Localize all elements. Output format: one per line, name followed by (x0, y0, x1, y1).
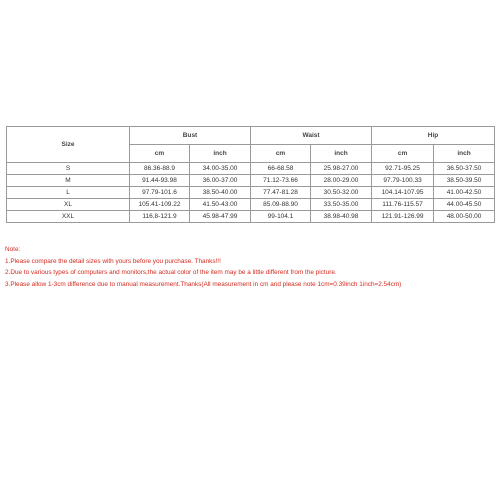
unit-header: inch (434, 145, 495, 163)
table-row (7, 211, 495, 223)
table-cell: 41.00-42.50 (434, 187, 495, 199)
table-cell: 71.12-73.66 (251, 175, 311, 187)
table-cell: 34.00-35.00 (190, 163, 251, 175)
bust-header: Bust (130, 127, 251, 145)
table-cell: 105.41-109.22 (130, 199, 190, 211)
table-row (7, 187, 495, 199)
table-cell: 45.98-47.99 (190, 211, 251, 223)
table-cell: 111.76-115.57 (372, 199, 434, 211)
table-cell: 33.50-35.00 (311, 199, 372, 211)
unit-header: cm (130, 145, 190, 163)
table-cell: 104.14-107.95 (372, 187, 434, 199)
table-cell: 99-104.1 (251, 211, 311, 223)
note-line: 3.Please allow 1-3cm difference due to manual measurement.Thanks(All measurement in cm and please note 1cm=0.39inch 1inch=2.54cm) (5, 280, 402, 288)
size-cell: XL (7, 199, 130, 211)
table-cell: 44.00-45.50 (434, 199, 495, 211)
table-row (7, 163, 495, 175)
note-line: 1.Please compare the detail sizes with yours before you purchase. Thanks!!! (5, 257, 221, 265)
table-row (7, 199, 495, 211)
hip-header: Hip (372, 127, 495, 145)
table-cell: 66-68.58 (251, 163, 311, 175)
table-cell: 41.50-43.00 (190, 199, 251, 211)
table-cell: 48.00-50.00 (434, 211, 495, 223)
notes-heading: Note: (5, 246, 21, 253)
table-cell: 25.98-27.00 (311, 163, 372, 175)
table-cell: 36.50-37.50 (434, 163, 495, 175)
size-cell: S (7, 163, 130, 175)
table-cell: 97.79-100.33 (372, 175, 434, 187)
unit-header: cm (251, 145, 311, 163)
size-cell: L (7, 187, 130, 199)
table-header-row-groups (7, 127, 495, 145)
table-cell: 116.8-121.9 (130, 211, 190, 223)
table-row (7, 175, 495, 187)
table-cell: 97.79-101.6 (130, 187, 190, 199)
size-header: Size (7, 127, 130, 163)
size-cell: XXL (7, 211, 130, 223)
table-cell: 38.50-39.50 (434, 175, 495, 187)
note-line: 2.Due to various types of computers and monitors,the actual color of the item may be a little different from the picture. (5, 269, 337, 276)
table-cell: 38.50-40.00 (190, 187, 251, 199)
notes-section (5, 244, 495, 290)
table-cell: 91.44-93.98 (130, 175, 190, 187)
size-cell: M (7, 175, 130, 187)
table-cell: 38.98-40.98 (311, 211, 372, 223)
table-cell: 77.47-81.28 (251, 187, 311, 199)
unit-header: inch (311, 145, 372, 163)
size-chart-table (6, 126, 495, 223)
table-cell: 36.00-37.00 (190, 175, 251, 187)
waist-header: Waist (251, 127, 372, 145)
table-cell: 30.50-32.00 (311, 187, 372, 199)
table-cell: 92.71-95.25 (372, 163, 434, 175)
unit-header: inch (190, 145, 251, 163)
table-cell: 86.36-88.9 (130, 163, 190, 175)
unit-header: cm (372, 145, 434, 163)
table-cell: 85.09-88.90 (251, 199, 311, 211)
table-cell: 121.91-126.99 (372, 211, 434, 223)
table-cell: 28.00-29.00 (311, 175, 372, 187)
